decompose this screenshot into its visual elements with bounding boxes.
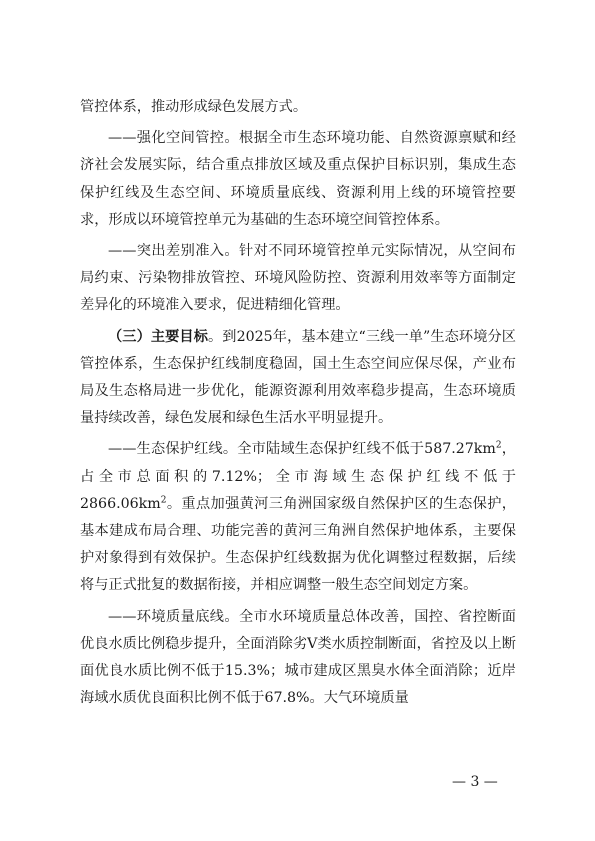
redline-text-c: 。重点加强黄河三角洲国家级自然保护区的生态保护，基本建成布局合理、功能完善的黄河三角洲自然保护地体系，主要保护对象得到有效保护。生态保护红线数据为优化调整过程数据，后续将与正式批复的数据衔接，并相应调整一般生态空间划定方案。 [80,495,516,594]
redline-text-b: ，占全市总面积的7.12%；全市海域生态保护红线不低于2866.06km [80,441,516,512]
page-number: — 3 — [452,774,498,790]
superscript-2: 2 [495,440,502,451]
paragraph-ecological-redline [80,436,516,599]
main-goals-heading: （三）主要目标 [108,328,209,345]
paragraph-main-goals [80,324,516,433]
redline-text-a: ——生态保护红线。全市陆域生态保护红线不低于587.27km [108,441,496,458]
document-body [80,94,516,716]
paragraph-environmental-quality: ——环境质量底线。全市水环境质量总体改善，国控、省控断面优良水质比例稳步提升，全面消除劣Ⅴ类水质控制断面，省控及以上断面优良水质比例不低于15.3%；城市建成区黑臭水体全面消除；近岸海域水质优良面积比例不低于67.8%。大气环境质量 [80,608,516,707]
paragraph-1: 管控体系，推动形成绿色发展方式。 [80,99,308,115]
superscript-2: 2 [160,495,167,506]
paragraph-spatial-control: ——强化空间管控。根据全市生态环境功能、自然资源禀赋和经济社会发展实际，结合重点排放区域及重点保护目标识别，集成生态保护红线及生态空间、环境质量底线、资源利用上线的环境管控要求，形成以环境管控单元为基础的生态环境空间管控体系。 [80,130,516,228]
main-goals-body: 。到2025年，基本建立“三线一单”生态环境分区管控体系，生态保护红线制度稳固，国土生态空间应保尽保，产业布局及生态格局进一步优化，能源资源利用效率稳步提高，生态环境质量持续改善，绿色发展和绿色生活水平明显提升。 [80,328,516,427]
paragraph-differential-access: ——突出差别准入。针对不同环境管控单元实际情况，从空间布局约束、污染物排放管控、环境风险防控、资源利用效率等方面制定差异化的环境准入要求，促进精细化管理。 [80,243,516,314]
